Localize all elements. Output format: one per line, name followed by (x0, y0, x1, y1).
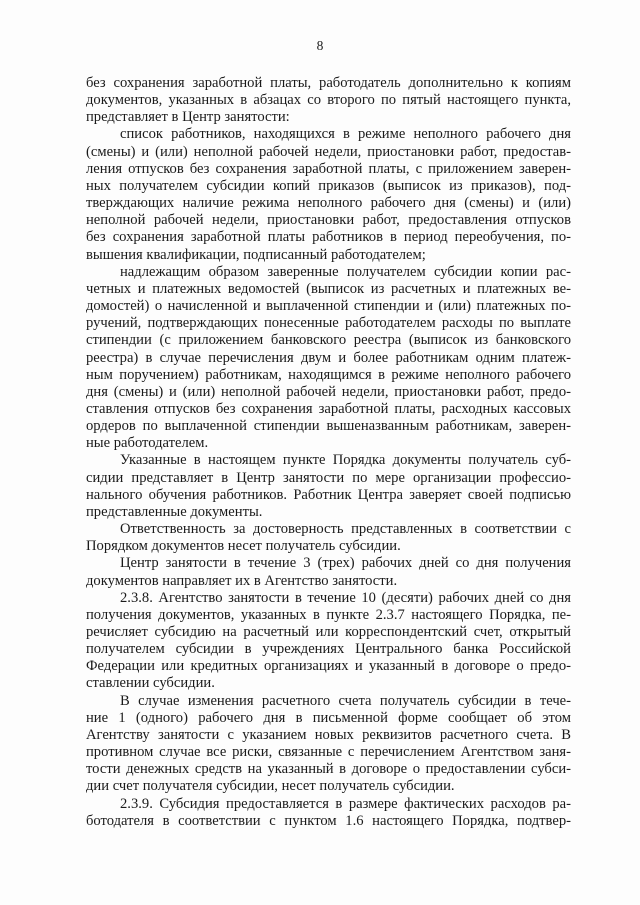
text-line: Агентству занятости с указанием новых реквизитов расчетного счета. В (86, 726, 571, 743)
text-line: вышения квалификации, подписанный работодателем; (86, 246, 426, 263)
text-line: надлежащим образом заверенные получателем субсидии копии рас- (120, 263, 571, 280)
text-line: (смены) и (или) неполной рабочей недели, приостановки работ, предостав- (86, 143, 571, 160)
text-line: неполной рабочей недели, приостановки работ, предоставления отпусков (86, 212, 571, 229)
text-line: список работников, находящихся в режиме неполного рабочего дня (120, 126, 571, 143)
text-line: сидии представляет в Центр занятости по мере организации профессио- (86, 469, 571, 486)
text-line: нального обучения работников. Работник Центра заверяет своей подписью (86, 486, 571, 503)
text-line: ных получателем субсидии копий приказов (выписок из приказов), под- (86, 177, 571, 194)
text-line: ручений, подтверждающих понесенные работодателем расходы по выплате (86, 315, 571, 332)
text-line: тости денежных средств на указанный в договоре о предоставлении субси- (86, 761, 571, 778)
text-line: представленные документы. (86, 503, 263, 520)
text-line: ставлении субсидии. (86, 675, 215, 692)
text-line: Ответственность за достоверность представленных в соответствии с (120, 521, 571, 538)
text-line: дня (смены) и (или) неполной рабочей недели, приостановки работ, предо- (86, 383, 571, 400)
text-line: противном случае все риски, связанные с перечислением Агентством заня- (86, 744, 571, 761)
text-line: 2.3.8. Агентство занятости в течение 10 (десяти) рабочих дней со дня (120, 589, 571, 606)
text-line: речисляет субсидию на расчетный или корреспондентский счет, открытый (86, 624, 571, 640)
text-line: дии счет получателя субсидии, несет получатель субсидии. (86, 778, 455, 795)
text-line: без сохранения заработной платы, работодатель дополнительно к копиям (86, 75, 571, 91)
text-line: Центр занятости в течение 3 (трех) рабочих дней со дня получения (120, 555, 571, 572)
text-line: четных и платежных ведомостей (выписок из расчетных и платежных ве- (86, 280, 571, 297)
text-line: ботодателя в соответствии с пунктом 1.6 настоящего Порядка, подтвер- (86, 812, 571, 829)
text-line: реестра) в случае перечисления двум и более работникам одним платеж- (86, 349, 571, 366)
text-line: ления отпусков без сохранения заработной платы, с приложением заверен- (86, 160, 571, 177)
text-line: получения документов, указанных в пункте 2.3.7 настоящего Порядка, пе- (86, 606, 571, 623)
text-line: тверждающих наличие режима неполного рабочего дня (смены) и (или) (86, 195, 571, 212)
text-line: ные работодателем. (86, 435, 209, 452)
text-line: В случае изменения расчетного счета получатель субсидии в тече- (120, 692, 571, 709)
text-line: ным поручением) работникам, находящимся в режиме неполного рабочего (86, 366, 571, 383)
text-line: документов, указанных в абзацах со второго по пятый настоящего пункта, (86, 92, 571, 109)
text-line: документов направляет их в Агентство занятости. (86, 572, 398, 589)
text-line: ставления отпусков без сохранения заработной платы, расходных кассовых (86, 400, 571, 417)
text-line: Порядком документов несет получатель субсидии. (86, 538, 401, 555)
text-line: получателем субсидии в учреждениях Центрального банка Российской (86, 641, 571, 658)
text-line: домостей) о начисленной и выплаченной стипендии и (или) платежных по- (86, 298, 571, 315)
text-line: 2.3.9. Субсидия предоставляется в размере фактических расходов ра- (120, 795, 571, 812)
text-line: ордеров по выплаченной стипендии вышеназванным работникам, заверен- (86, 418, 571, 435)
text-line: Федерации или кредитных организациях и указанный в договоре о предо- (86, 658, 571, 675)
text-line: без сохранения заработной платы работников в период переобучения, по- (86, 229, 571, 246)
text-line: стипендии (с приложением банковского реестра (выписок из банковского (86, 332, 571, 349)
text-line: представляет в Центр занятости: (86, 109, 290, 126)
page-number: 8 (316, 38, 324, 53)
text-line: Указанные в настоящем пункте Порядка документы получатель суб- (120, 452, 571, 469)
text-line: ние 1 (одного) рабочего дня в письменной форме сообщает об этом (86, 709, 571, 726)
document-body (86, 75, 571, 830)
